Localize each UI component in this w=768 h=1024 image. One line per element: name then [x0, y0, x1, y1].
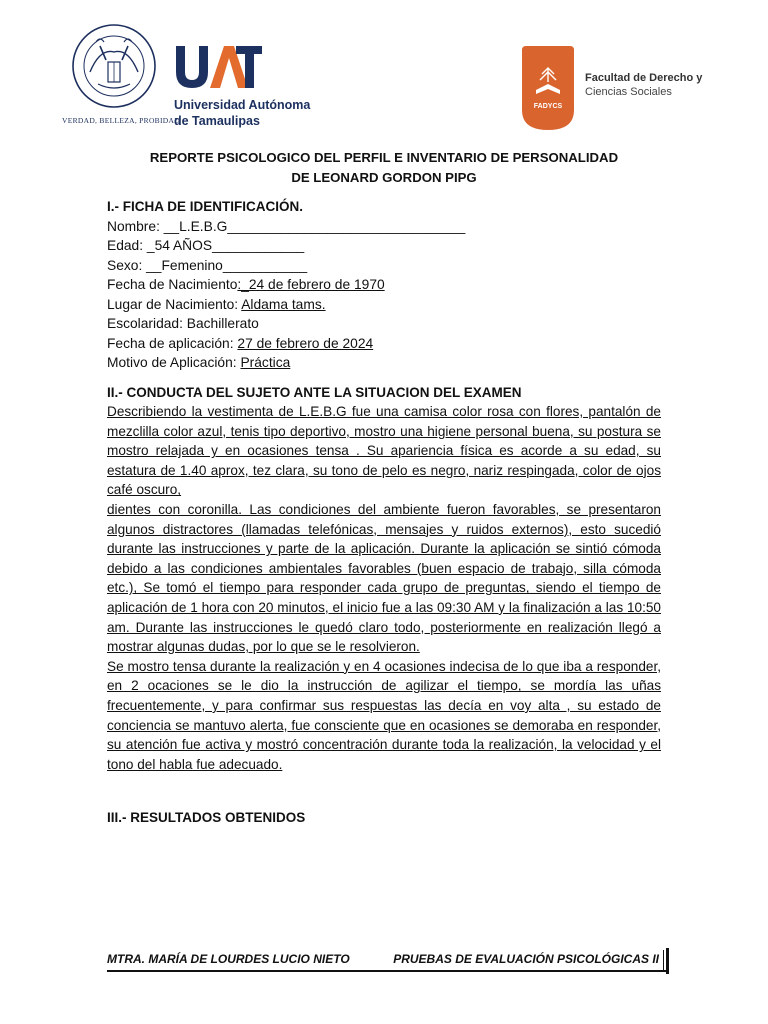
footer-teacher-name: MTRA. MARÍA DE LOURDES LUCIO NIETO	[107, 952, 350, 966]
field-lugar-nacimiento-value: Aldama tams.	[241, 296, 326, 312]
field-escolaridad-value: Bachillerato	[186, 316, 259, 331]
field-nombre-value: __L.E.B.G_______________________________	[163, 218, 466, 234]
field-motivo-aplicacion	[107, 353, 661, 373]
field-edad	[107, 236, 661, 256]
fadycs-badge-logo	[522, 46, 574, 130]
field-fecha-nacimiento-label: Fecha de Nacimiento	[107, 277, 238, 292]
behavior-paragraph-2: dientes con coronilla. Las condiciones del ambiente fueron favorables, se presentaron algunos distractores (llamadas telefónicas, mensajes y ruidos externos), esto sucedió durante las instrucciones y parte de la aplicación. Durante la aplicación se sintió cómoda debido a las condiciones ambientales favorables (buen espacio de trabajo, silla cómoda etc.), Se tomó el tiempo para responder cada grupo de preguntas, siendo el tiempo de aplicación de 1 hora con 20 minutos, el inicio fue a las 09:30 AM y la finalización a las 10:50 am. Durante las instrucciones le quedó claro todo, posteriormente en realización llegó a mostrar algunas dudas, por lo que se le resolvieron.	[107, 501, 661, 655]
section3-title: III.- RESULTADOS OBTENIDOS	[107, 810, 306, 826]
field-sexo-value: __Femenino___________	[146, 257, 308, 273]
field-fecha-aplicacion	[107, 334, 661, 354]
field-nombre	[107, 217, 661, 237]
uat-logo	[174, 42, 264, 92]
field-escolaridad	[107, 314, 661, 334]
footer-course-name: PRUEBAS DE EVALUACIÓN PSICOLÓGICAS II	[393, 952, 659, 966]
footer-border-bar	[666, 948, 669, 974]
report-title-line1: REPORTE PSICOLOGICO DEL PERFIL E INVENTARIO DE PERSONALIDAD	[149, 150, 619, 165]
section1-title: I.- FICHA DE IDENTIFICACIÓN.	[107, 199, 303, 214]
behavior-paragraph-1: Describiendo la vestimenta de L.E.B.G fue una camisa color rosa con flores, pantalón de mezclilla color azul, tenis tipo deportivo, mostro una higiene personal buena, su postura se mostro relajada y en ocasiones tensa . Su apariencia física es acorde a su edad, su estatura de 1.40 aprox, tez clara, su tono de pelo es negro, nariz respingada, color de ojos café oscuro,	[107, 404, 661, 498]
field-lugar-nacimiento	[107, 295, 661, 315]
faculty-name-line2: Ciencias Sociales	[585, 86, 672, 98]
seal-motto: VERDAD, BELLEZA, PROBIDAD	[62, 116, 180, 125]
field-fecha-nacimiento	[107, 275, 661, 295]
field-edad-label: Edad:	[107, 238, 147, 253]
page-footer	[107, 950, 669, 974]
svg-text:FADYCS: FADYCS	[533, 103, 563, 110]
letterhead	[0, 16, 768, 126]
field-sexo-label: Sexo:	[107, 257, 147, 273]
faculty-name-line1: Facultad de Derecho y	[585, 72, 703, 84]
field-lugar-nacimiento-label: Lugar de Nacimiento:	[107, 296, 242, 312]
report-body	[107, 148, 661, 828]
report-title-line2: DE LEONARD GORDON PIPG	[291, 169, 477, 185]
uat-name-line1: Universidad Autónoma	[174, 98, 311, 112]
field-motivo-aplicacion-value: Práctica	[240, 355, 291, 370]
behavior-paragraph-3: Se mostro tensa durante la realización y en 4 ocasiones indecisa de lo que iba a responder, en 2 ocaciones se le dio la instrucción de agilizar el tiempo, se mordía las uñas frecuentemente, y para confirmar sus respuestas las decía en voy alta , su estado de conciencia se mantuvo alerta, fue consciente que en ocasiones se demoraba en responder, su atención fue activa y mostró concentración durante toda la realización, la velocidad y el tono del habla fue adecuado.	[107, 658, 661, 772]
footer-rule	[107, 970, 669, 972]
field-edad-value: _54 AÑOS____________	[146, 238, 305, 253]
field-escolaridad-label: Escolaridad:	[107, 316, 187, 331]
uat-name-line2: de Tamaulipas	[174, 114, 260, 128]
footer-border-bar-thin	[663, 950, 665, 970]
section2-title: II.- CONDUCTA DEL SUJETO ANTE LA SITUACION DEL EXAMEN	[107, 384, 522, 400]
field-nombre-label: Nombre:	[107, 218, 164, 234]
field-sexo	[107, 256, 661, 276]
field-motivo-aplicacion-label: Motivo de Aplicación:	[107, 355, 241, 370]
field-fecha-aplicacion-label: Fecha de aplicación:	[107, 335, 238, 351]
university-seal-logo	[70, 22, 158, 110]
field-fecha-aplicacion-value: 27 de febrero de 2024	[237, 335, 374, 351]
field-fecha-nacimiento-value: :_24 de febrero de 1970	[237, 277, 385, 292]
